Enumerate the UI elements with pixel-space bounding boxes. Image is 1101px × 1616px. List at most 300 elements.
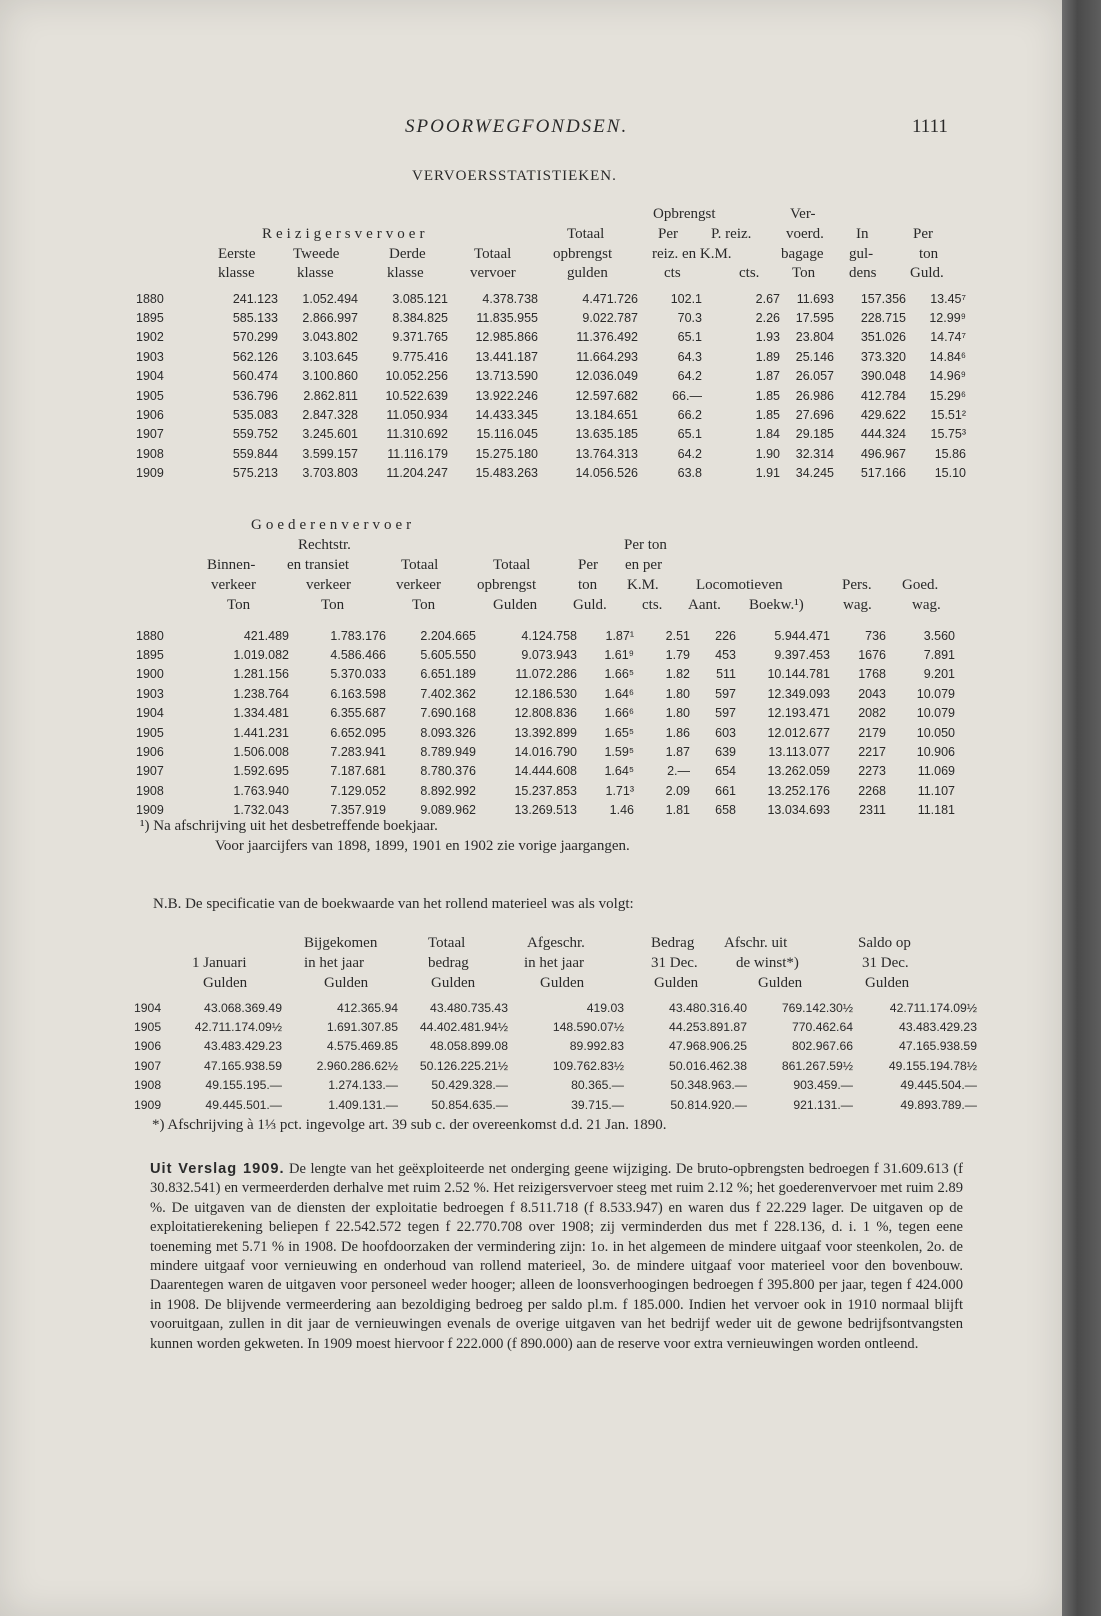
table-cell: 9.022.787 <box>582 311 638 326</box>
table-cell: 44.253.891.87 <box>669 1020 747 1035</box>
table-cell: 7.402.362 <box>420 686 476 701</box>
table-cell: 1.85 <box>755 388 780 403</box>
col-header: 31 Dec. <box>651 955 698 971</box>
table-cell: 50.126.225.21½ <box>419 1058 508 1073</box>
table-cell: 7.357.919 <box>330 803 386 818</box>
table-cell: 1.87¹ <box>605 628 634 643</box>
table-cell: 1.90 <box>755 446 780 461</box>
table-cell: 351.026 <box>860 330 906 345</box>
table-cell: 13.252.176 <box>767 783 830 798</box>
row-year: 1909 <box>136 803 164 818</box>
table-cell: 7.187.681 <box>330 764 386 779</box>
table-cell: 15.116.045 <box>476 427 538 442</box>
col-header: bedrag <box>428 955 469 971</box>
table-row <box>134 1056 977 1075</box>
table-cell: 11.376.492 <box>576 330 638 345</box>
table-cell: 241.123 <box>232 291 278 306</box>
table-cell: 3.085.121 <box>392 291 448 306</box>
col-header: Aant. <box>688 597 721 613</box>
table-row <box>136 801 955 820</box>
report-paragraph <box>150 1160 963 1354</box>
group-header: Goederenvervoer <box>251 517 416 533</box>
table-cell: 27.696 <box>795 408 834 423</box>
table-row <box>136 762 955 781</box>
row-year: 1895 <box>136 648 164 663</box>
col-header: klasse <box>387 265 424 281</box>
table-cell: 10.144.781 <box>767 667 830 682</box>
table-cell: 64.3 <box>677 349 702 364</box>
table-cell: 559.844 <box>232 446 278 461</box>
table-cell: 585.133 <box>232 311 278 326</box>
table-row <box>136 367 966 386</box>
col-header: wag. <box>912 597 941 613</box>
col-header: Totaal <box>493 557 531 573</box>
nb-note: N.B. De specificatie van de boekwaarde van het rollend materieel was als volgt: <box>153 896 634 912</box>
table-cell: 1.65⁵ <box>604 725 634 740</box>
table-cell: 1.732.043 <box>233 803 289 818</box>
table-cell: 1.441.231 <box>233 725 289 740</box>
table-cell: 11.181 <box>917 803 955 818</box>
row-year: 1906 <box>136 745 164 760</box>
table-cell: 2.960.286.62½ <box>316 1058 398 1073</box>
row-year: 1904 <box>136 369 164 384</box>
table-row <box>136 684 955 703</box>
table-cell: 13.269.513 <box>514 803 577 818</box>
table-cell: 2.67 <box>755 291 780 306</box>
table-cell: 1.052.494 <box>302 291 358 306</box>
table-cell: 70.3 <box>677 311 702 326</box>
table-cell: 42.711.174.09½ <box>889 1000 977 1015</box>
table-cell: 11.107 <box>917 783 955 798</box>
col-header: verkeer <box>396 577 441 593</box>
table-cell: 66.— <box>672 388 702 403</box>
col-header: en per <box>625 557 663 573</box>
col-header: ton <box>578 577 598 593</box>
col-header: Totaal <box>567 226 605 242</box>
col-header: Per ton <box>624 537 667 553</box>
table-cell: 14.056.526 <box>575 466 638 481</box>
table-cell: 226 <box>715 628 736 643</box>
table-cell: 2.862.811 <box>303 388 358 403</box>
table-cell: 769.142.30½ <box>781 1000 853 1015</box>
table-cell: 2.— <box>667 764 690 779</box>
table-cell: 3.043.802 <box>302 330 358 345</box>
table-cell: 10.050 <box>916 725 955 740</box>
table-cell: 13.45⁷ <box>930 291 966 306</box>
col-header: Tweede <box>293 246 340 262</box>
row-year: 1900 <box>136 667 164 682</box>
table-cell: 2.847.328 <box>302 408 358 423</box>
table-cell: 43.068.369.49 <box>204 1000 282 1015</box>
table-cell: 496.967 <box>860 446 906 461</box>
table-cell: 228.715 <box>860 311 906 326</box>
table-cell: 903.459.— <box>793 1078 853 1093</box>
row-year: 1906 <box>136 408 164 423</box>
table-cell: 50.814.920.— <box>670 1097 747 1112</box>
table-cell: 2.26 <box>755 311 780 326</box>
row-year: 1909 <box>136 466 164 481</box>
table-cell: 34.245 <box>795 466 834 481</box>
table-cell: 603 <box>715 725 736 740</box>
table-cell: 65.1 <box>677 330 702 345</box>
table-cell: 15.483.263 <box>475 466 538 481</box>
row-year: 1907 <box>136 427 164 442</box>
table-cell: 9.201 <box>923 667 955 682</box>
table-row <box>136 626 955 645</box>
table-cell: 8.789.949 <box>420 745 476 760</box>
table-cell: 10.052.256 <box>385 369 448 384</box>
col-header: Ton <box>412 597 436 613</box>
col-header: P. reiz. <box>711 226 752 242</box>
col-header: Locomotieven <box>696 577 783 593</box>
table-cell: 412.365.94 <box>337 1000 398 1015</box>
table-cell: 1.64⁶ <box>604 686 634 701</box>
table-cell: 559.752 <box>232 427 278 442</box>
table-cell: 535.083 <box>232 408 278 423</box>
table-cell: 10.079 <box>916 706 955 721</box>
table-cell: 7.891 <box>923 648 955 663</box>
col-header: en transiet <box>287 557 350 573</box>
table-cell: 1.82 <box>665 667 690 682</box>
table-cell: 736 <box>865 628 886 643</box>
table-cell: 1.81 <box>665 803 690 818</box>
table-cell: 1.84 <box>755 427 780 442</box>
table-cell: 661 <box>715 783 736 798</box>
col-header: opbrengst <box>553 246 613 262</box>
col-header: verkeer <box>211 577 256 593</box>
table-cell: 1.763.940 <box>233 783 289 798</box>
table-cell: 2217 <box>858 745 886 760</box>
table-cell: 6.651.189 <box>420 667 476 682</box>
table-cell: 412.784 <box>860 388 906 403</box>
table-cell: 50.016.462.38 <box>669 1058 747 1073</box>
col-header: Gulden <box>324 975 369 991</box>
goods-table <box>136 626 955 820</box>
col-header: wag. <box>843 597 872 613</box>
table-cell: 373.320 <box>860 349 906 364</box>
table-cell: 3.100.860 <box>302 369 358 384</box>
table-cell: 639 <box>715 745 736 760</box>
table-cell: 10.522.639 <box>385 388 448 403</box>
table-cell: 13.441.187 <box>475 349 538 364</box>
table-cell: 770.462.64 <box>792 1020 853 1035</box>
table-row <box>136 308 966 327</box>
table-cell: 25.146 <box>795 349 834 364</box>
table-cell: 15.29⁶ <box>929 388 966 403</box>
table-cell: 13.262.059 <box>767 764 830 779</box>
table-cell: 1.61⁹ <box>604 648 634 663</box>
table-cell: 14.74⁷ <box>930 330 966 345</box>
col-header: klasse <box>297 265 334 281</box>
table-cell: 11.072.286 <box>515 667 577 682</box>
table-cell: 8.384.825 <box>392 311 448 326</box>
col-header: Eerste <box>218 246 256 262</box>
table-cell: 29.185 <box>795 427 834 442</box>
table-cell: 43.483.429.23 <box>899 1020 977 1035</box>
table-cell: 63.8 <box>677 466 702 481</box>
col-header: gul- <box>849 246 874 262</box>
table-cell: 50.854.635.— <box>431 1097 508 1112</box>
table-cell: 42.711.174.09½ <box>194 1020 282 1035</box>
table-cell: 2043 <box>858 686 886 701</box>
table-cell: 9.775.416 <box>392 349 448 364</box>
table-cell: 1.019.082 <box>233 648 289 663</box>
table-cell: 3.560 <box>923 628 955 643</box>
table-cell: 3.703.803 <box>302 466 358 481</box>
row-year: 1905 <box>136 388 164 403</box>
table-cell: 1.86 <box>665 725 690 740</box>
col-header: Binnen- <box>207 557 256 573</box>
table-cell: 49.445.501.— <box>205 1097 282 1112</box>
col-header: in het jaar <box>304 955 364 971</box>
table-cell: 536.796 <box>232 388 278 403</box>
table-cell: 4.575.469.85 <box>326 1039 398 1054</box>
section-title: VERVOERSSTATISTIEKEN. <box>412 168 617 184</box>
table-cell: 12.193.471 <box>767 706 830 721</box>
col-header: Per <box>913 226 933 242</box>
table-cell: 560.474 <box>232 369 278 384</box>
table-cell: 1.87 <box>755 369 780 384</box>
book-spine <box>1062 0 1101 1616</box>
table-cell: 47.165.938.59 <box>899 1039 977 1054</box>
table-cell: 148.590.07½ <box>552 1020 624 1035</box>
table-row <box>136 405 966 424</box>
col-header: Per <box>578 557 598 573</box>
table-cell: 421.489 <box>243 628 289 643</box>
row-year: 1908 <box>136 446 164 461</box>
table-cell: 597 <box>715 686 736 701</box>
table-cell: 1.66⁵ <box>604 667 634 682</box>
table-cell: 921.131.— <box>793 1097 853 1112</box>
col-header: cts <box>664 265 681 281</box>
table-cell: 1.79 <box>665 648 690 663</box>
col-header: gulden <box>567 265 608 281</box>
table-row <box>136 781 955 800</box>
table-cell: 2082 <box>858 706 886 721</box>
table-cell: 12.808.836 <box>514 706 577 721</box>
table-cell: 15.237.853 <box>514 783 577 798</box>
row-year: 1907 <box>136 764 164 779</box>
table-cell: 49.893.789.— <box>900 1097 977 1112</box>
table-cell: 9.089.962 <box>420 803 476 818</box>
table-cell: 1.85 <box>755 408 780 423</box>
col-header: Gulden <box>758 975 803 991</box>
col-header: vervoer <box>470 265 516 281</box>
table-cell: 50.429.328.— <box>431 1078 508 1093</box>
table-cell: 1.89 <box>755 349 780 364</box>
table-cell: 157.356 <box>860 291 906 306</box>
table-cell: 575.213 <box>232 466 278 481</box>
col-header: reiz. en K.M. <box>652 246 732 262</box>
table-cell: 49.155.194.78½ <box>888 1058 977 1073</box>
col-header: Opbrengst <box>653 206 716 222</box>
col-header: bagage <box>781 246 824 262</box>
table-row <box>134 1037 977 1056</box>
table-cell: 570.299 <box>232 330 278 345</box>
table-cell: 4.124.758 <box>521 628 577 643</box>
table-cell: 26.986 <box>795 388 834 403</box>
table-cell: 1768 <box>858 667 886 682</box>
passenger-table <box>136 289 966 483</box>
col-header: in het jaar <box>524 955 584 971</box>
table-cell: 64.2 <box>677 446 702 461</box>
table-cell: 89.992.83 <box>569 1039 624 1054</box>
table-cell: 49.445.504.— <box>900 1078 977 1093</box>
row-year: 1909 <box>134 1097 162 1112</box>
table-cell: 1.783.176 <box>330 628 386 643</box>
table-cell: 1.592.695 <box>233 764 289 779</box>
report-heading: Uit Verslag 1909. <box>150 1161 285 1177</box>
col-header: Guld. <box>573 597 607 613</box>
table-cell: 2.866.997 <box>302 311 358 326</box>
table-cell: 11.693 <box>796 291 834 306</box>
table-cell: 1.281.156 <box>233 667 289 682</box>
table-cell: 39.715.— <box>571 1097 624 1112</box>
table-cell: 2.204.665 <box>420 628 476 643</box>
col-header: Pers. <box>842 577 872 593</box>
table-cell: 11.050.934 <box>386 408 448 423</box>
table-cell: 12.036.049 <box>575 369 638 384</box>
table-row <box>136 328 966 347</box>
table-cell: 102.1 <box>670 291 702 306</box>
table-cell: 12.012.677 <box>767 725 830 740</box>
col-header: klasse <box>218 265 255 281</box>
col-header: cts. <box>739 265 760 281</box>
table-cell: 1.71³ <box>605 783 634 798</box>
table-cell: 597 <box>715 706 736 721</box>
table-cell: 1.91 <box>755 466 780 481</box>
table-cell: 2.09 <box>665 783 690 798</box>
col-header: Gulden <box>540 975 585 991</box>
col-header: In <box>856 226 869 242</box>
row-year: 1903 <box>136 686 164 701</box>
col-header: Ver- <box>790 206 816 222</box>
table-cell: 23.804 <box>795 330 834 345</box>
table-cell: 47.968.906.25 <box>669 1039 747 1054</box>
table-cell: 15.75³ <box>930 427 966 442</box>
table-cell: 2179 <box>858 725 886 740</box>
table-cell: 12.597.682 <box>575 388 638 403</box>
col-header: Ton <box>227 597 251 613</box>
col-header: 31 Dec. <box>862 955 909 971</box>
table-cell: 1.46 <box>609 803 634 818</box>
table-cell: 11.835.955 <box>476 311 538 326</box>
row-year: 1905 <box>136 725 164 740</box>
table-cell: 4.378.738 <box>482 291 538 306</box>
group-header: Reizigersvervoer <box>262 226 429 242</box>
table-cell: 14.016.790 <box>514 745 577 760</box>
table-cell: 10.906 <box>916 745 955 760</box>
rolling-stock-table <box>134 998 977 1114</box>
table-cell: 658 <box>715 803 736 818</box>
table-cell: 390.048 <box>860 369 906 384</box>
col-header: Bijgekomen <box>304 935 378 951</box>
table-cell: 11.664.293 <box>576 349 638 364</box>
table-row <box>136 386 966 405</box>
table-cell: 562.126 <box>232 349 278 364</box>
table-cell: 6.355.687 <box>330 706 386 721</box>
table-row <box>136 347 966 366</box>
table-cell: 6.652.095 <box>330 725 386 740</box>
table-cell: 2.51 <box>665 628 690 643</box>
table-cell: 47.165.938.59 <box>204 1058 282 1073</box>
table-cell: 654 <box>715 764 736 779</box>
table-cell: 802.967.66 <box>792 1039 853 1054</box>
table-cell: 1.80 <box>665 706 690 721</box>
table-cell: 80.365.— <box>571 1078 624 1093</box>
table-cell: 15.10 <box>934 466 966 481</box>
table-row <box>134 998 977 1017</box>
table-cell: 13.184.651 <box>575 408 638 423</box>
col-header: Goed. <box>902 577 939 593</box>
table-row <box>136 425 966 444</box>
col-header: dens <box>849 265 877 281</box>
table-cell: 8.093.326 <box>420 725 476 740</box>
table-row <box>136 444 966 463</box>
col-header: Guld. <box>910 265 944 281</box>
table-cell: 12.186.530 <box>514 686 577 701</box>
table-cell: 511 <box>716 667 736 682</box>
table-cell: 2311 <box>859 803 886 818</box>
table-cell: 429.622 <box>860 408 906 423</box>
table-row <box>136 742 955 761</box>
table-cell: 444.324 <box>860 427 906 442</box>
table-cell: 517.166 <box>860 466 906 481</box>
table-row <box>136 289 966 308</box>
col-header: cts. <box>642 597 663 613</box>
col-header: ton <box>919 246 939 262</box>
row-year: 1908 <box>134 1078 162 1093</box>
table-cell: 5.370.033 <box>330 667 386 682</box>
table-row <box>134 1076 977 1095</box>
footnote: Voor jaarcijfers van 1898, 1899, 1901 en 1902 zie vorige jaargangen. <box>215 838 630 854</box>
table-cell: 8.780.376 <box>420 764 476 779</box>
table-cell: 9.073.943 <box>521 648 577 663</box>
col-header: Gulden <box>203 975 248 991</box>
table-cell: 7.283.941 <box>330 745 386 760</box>
table-cell: 11.116.179 <box>387 446 448 461</box>
table-cell: 14.444.608 <box>514 764 577 779</box>
table-cell: 7.690.168 <box>420 706 476 721</box>
table-cell: 48.058.899.08 <box>430 1039 508 1054</box>
table-cell: 14.433.345 <box>475 408 538 423</box>
table-cell: 12.99⁹ <box>929 311 966 326</box>
table-cell: 1.238.764 <box>233 686 289 701</box>
table-cell: 1.80 <box>665 686 690 701</box>
table-cell: 4.471.726 <box>582 291 638 306</box>
table-cell: 10.079 <box>916 686 955 701</box>
col-header: de winst*) <box>736 955 799 971</box>
col-header: K.M. <box>627 577 659 593</box>
table-cell: 11.069 <box>917 764 955 779</box>
col-header: 1 Januari <box>192 955 247 971</box>
table-row <box>136 723 955 742</box>
table-cell: 1.409.131.— <box>328 1097 398 1112</box>
row-year: 1880 <box>136 291 164 306</box>
col-header: voerd. <box>786 226 824 242</box>
col-header: Gulden <box>431 975 476 991</box>
table-cell: 5.944.471 <box>774 628 830 643</box>
table-cell: 43.483.429.23 <box>204 1039 282 1054</box>
row-year: 1902 <box>136 330 164 345</box>
table-cell: 15.275.180 <box>475 446 538 461</box>
table-cell: 3.599.157 <box>302 446 358 461</box>
report-text: De lengte van het geëxploiteerde net onderging geene wijziging. De bruto-opbrengsten bedroegen f 31.609.613 (f 30.832.541) en vermeerderden derhalve met ruim 2.52 %. Het reizigersvervoer steeg met ruim 2.12 %; het goederenvervoer met ruim 2.89 %. De uitgaven van de diensten der exploitatie bedroegen f 8.511.718 (f 8.533.947) en waren dus f 22.229 lager. De uitgaven op de exploitatierekening beliepen f 22.542.572 tegen f 22.770.708 over 1908; zij verminderden dus met f 228.136, d. i. 1 %, tegen eene toeneming met 5.71 % in 1908. De hoofdoorzaken der vermindering zijn: 1o. in het algemeen de mindere uitgaaf voor steenkolen, 2o. de mindere uitgaaf voor vernieuwing en onderhoud van rollend materieel, 3o. de mindere uitgaaf voor materieel voor den bovenbouw. Daarentegen waren de uitgaven voor personeel weder hooger; alleen de loonsverhoogingen bedroegen f 395.800 per jaar, tegen f 424.000 in 1908. De blijvende vermeerdering aan bezoldiging bedroeg per saldo pl.m. f 185.000. Indien het vervoer ook in 1910 normaal blijft vooruitgaan, zullen in dit jaar de vernieuwingen evenals de overige uitgaven van het bedrijf weder uit de gewone bedrijfsontvangsten kunnen worden gekweten. In 1909 moest hiervoor f 222.000 (f 890.000) aan de reserve voor extra vernieuwingen worden ontleend. <box>150 1161 963 1352</box>
footnote: ¹) Na afschrijving uit het desbetreffende boekjaar. <box>140 818 438 834</box>
col-header: Ton <box>321 597 345 613</box>
table-cell: 43.480.735.43 <box>430 1000 508 1015</box>
table-cell: 13.113.077 <box>768 745 830 760</box>
